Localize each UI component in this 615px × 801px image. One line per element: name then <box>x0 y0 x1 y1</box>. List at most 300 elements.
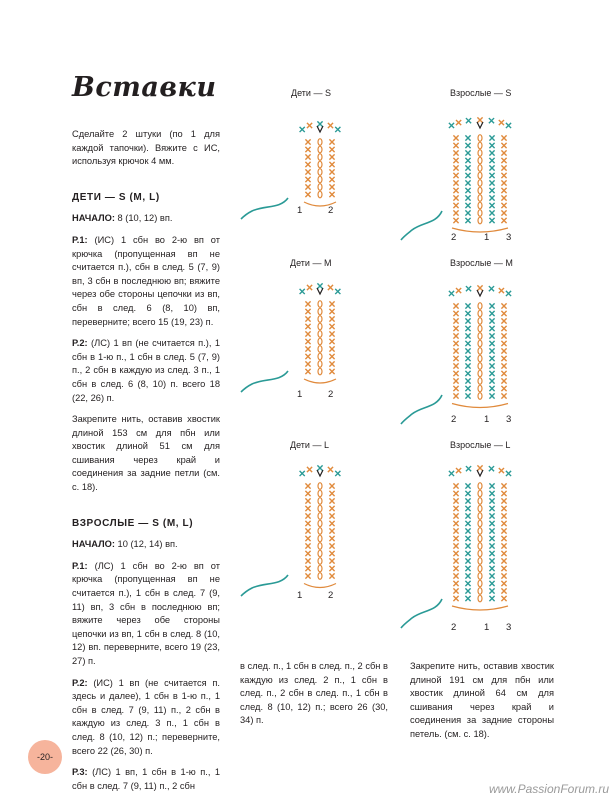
stitch-mark <box>477 465 482 470</box>
chain-mark <box>318 338 322 345</box>
stitch-mark <box>453 596 458 601</box>
stitch-mark <box>506 291 511 296</box>
stitch-mark <box>465 348 470 353</box>
stitch-mark <box>329 521 334 526</box>
chain-mark <box>318 483 322 490</box>
stitch-mark <box>305 543 310 548</box>
chain-mark <box>318 361 322 368</box>
stitch-mark <box>465 363 470 368</box>
row-number: 1 <box>484 232 490 243</box>
stitch-mark <box>300 127 305 132</box>
stitch-mark <box>453 386 458 391</box>
stitch-mark <box>501 341 506 346</box>
stitch-mark <box>501 150 506 155</box>
stitch-mark <box>501 536 506 541</box>
stitch-mark <box>305 558 310 563</box>
stitch-mark <box>453 491 458 496</box>
chain-mark <box>478 363 482 370</box>
adults-start-label: НАЧАЛО: <box>72 539 115 550</box>
intro-text: Сделайте 2 штуки (по 1 для каждой тапочки). Вяжите с ИС, используя крючок 4 мм. <box>72 129 220 167</box>
stitch-mark <box>329 483 334 488</box>
chain-mark <box>478 325 482 332</box>
crochet-diagram-kids-l <box>290 460 350 590</box>
stitch-mark <box>465 195 470 200</box>
chain-mark <box>318 191 322 198</box>
stitch-mark <box>477 285 482 290</box>
stitch-mark <box>489 118 494 123</box>
stitch-mark <box>300 471 305 476</box>
stitch-mark <box>489 498 494 503</box>
chain-mark <box>478 210 482 217</box>
stitch-mark <box>465 218 470 223</box>
stitch-mark <box>489 558 494 563</box>
stitch-mark <box>489 203 494 208</box>
stitch-mark <box>501 588 506 593</box>
stitch-mark <box>453 143 458 148</box>
chain-mark <box>318 308 322 315</box>
row-number: 3 <box>506 414 512 425</box>
stitch-mark <box>489 135 494 140</box>
stitch-mark <box>305 498 310 503</box>
stitch-mark <box>305 573 310 578</box>
row-number: 1 <box>297 389 303 400</box>
start-marker <box>317 126 323 132</box>
stitch-mark <box>465 318 470 323</box>
chain-mark <box>478 135 482 142</box>
chain-mark <box>478 535 482 542</box>
stitch-mark <box>501 318 506 323</box>
stitch-mark <box>329 566 334 571</box>
row-number: 1 <box>297 590 303 601</box>
stitch-mark <box>453 543 458 548</box>
chain-mark <box>318 505 322 512</box>
chain-mark <box>478 180 482 187</box>
stitch-mark <box>329 573 334 578</box>
stitch-mark <box>449 471 454 476</box>
stitch-mark <box>501 356 506 361</box>
chain-mark <box>478 187 482 194</box>
page-number-badge <box>28 740 62 774</box>
row-number: 2 <box>328 205 334 216</box>
stitch-mark <box>489 195 494 200</box>
stitch-mark <box>453 188 458 193</box>
crochet-diagram-kids-s <box>290 116 350 206</box>
stitch-mark <box>489 506 494 511</box>
stitch-mark <box>453 356 458 361</box>
stitch-mark <box>305 177 310 182</box>
stitch-mark <box>465 150 470 155</box>
stitch-mark <box>453 483 458 488</box>
stitch-mark <box>499 120 504 125</box>
chain-mark <box>478 483 482 490</box>
stitch-mark <box>489 536 494 541</box>
chain-mark <box>318 161 322 168</box>
stitch-mark <box>489 311 494 316</box>
adults-row-1-text: (ЛС) 1 сбн во 2-ю вп от крючка (пропущенная вп не считается п.), 1 сбн в след. 7 (9, 11) вп, 3 сбн в последнюю вп; вяжите через обе стороны цепочки из вп, 1 сбн в след. 8 (10, 12) вп. переверните, всего 19 (23, 27) п. <box>72 560 220 666</box>
stitch-mark <box>317 465 322 470</box>
row-number: 3 <box>506 232 512 243</box>
stitch-mark <box>489 513 494 518</box>
chain-mark <box>478 550 482 557</box>
stitch-mark <box>453 393 458 398</box>
stitch-mark <box>317 121 322 126</box>
stitch-mark <box>453 318 458 323</box>
stitch-mark <box>329 139 334 144</box>
stitch-mark <box>466 466 471 471</box>
stitch-mark <box>465 143 470 148</box>
stitch-mark <box>465 203 470 208</box>
bottom-arc <box>304 379 336 383</box>
stitch-mark <box>453 363 458 368</box>
stitch-mark <box>465 386 470 391</box>
chart-label-adults-m: Взрослые — M <box>450 258 513 268</box>
stitch-mark <box>305 154 310 159</box>
stitch-mark <box>456 120 461 125</box>
stitch-mark <box>453 348 458 353</box>
adults-row-1-label: Р.1: <box>72 560 88 571</box>
stitch-mark <box>329 506 334 511</box>
stitch-mark <box>456 468 461 473</box>
chain-mark <box>318 490 322 497</box>
kids-row-1 <box>72 234 220 329</box>
stitch-mark <box>465 393 470 398</box>
stitch-mark <box>305 147 310 152</box>
stitch-mark <box>489 210 494 215</box>
adults-start <box>72 538 220 552</box>
stitch-mark <box>465 180 470 185</box>
stitch-mark <box>499 468 504 473</box>
crochet-diagram-adults-l <box>440 460 520 616</box>
stitch-mark <box>305 354 310 359</box>
stitch-mark <box>489 188 494 193</box>
stitch-mark <box>329 192 334 197</box>
stitch-mark <box>489 348 494 353</box>
stitch-mark <box>489 180 494 185</box>
stitch-mark <box>453 566 458 571</box>
row-number: 3 <box>506 622 512 633</box>
kids-row-2 <box>72 337 220 405</box>
row-number: 2 <box>451 414 457 425</box>
chain-mark <box>478 588 482 595</box>
stitch-mark <box>501 180 506 185</box>
chain-mark <box>478 165 482 172</box>
stitch-mark <box>453 498 458 503</box>
stitch-mark <box>453 158 458 163</box>
chain-mark <box>478 393 482 400</box>
stitch-mark <box>489 596 494 601</box>
chain-mark <box>318 169 322 176</box>
stitch-mark <box>335 127 340 132</box>
stitch-mark <box>489 333 494 338</box>
stitch-mark <box>300 289 305 294</box>
stitch-mark <box>489 491 494 496</box>
yarn-tail-kids-m <box>240 368 290 398</box>
stitch-mark <box>489 363 494 368</box>
stitch-mark <box>329 346 334 351</box>
stitch-mark <box>501 596 506 601</box>
chain-mark <box>478 333 482 340</box>
stitch-mark <box>465 165 470 170</box>
stitch-mark <box>489 521 494 526</box>
chain-mark <box>318 550 322 557</box>
yarn-tail-kids-s <box>240 195 290 225</box>
stitch-mark <box>453 513 458 518</box>
stitch-mark <box>465 303 470 308</box>
stitch-mark <box>305 162 310 167</box>
left-column <box>72 128 220 801</box>
stitch-mark <box>329 558 334 563</box>
stitch-mark <box>465 498 470 503</box>
stitch-mark <box>499 288 504 293</box>
stitch-mark <box>489 341 494 346</box>
adults-row-2-label: Р.2: <box>72 677 88 688</box>
stitch-mark <box>465 521 470 526</box>
stitch-mark <box>329 177 334 182</box>
adults-row-3-continued: в след. п., 1 сбн в след. п., 2 сбн в каждую из след. 2 п., 1 сбн в след. п., 2 сбн в след. п., 1 сбн в след. 8 (10, 12) п.; всего 26 (30, 34) п. <box>240 661 388 726</box>
stitch-mark <box>489 483 494 488</box>
stitch-mark <box>329 162 334 167</box>
stitch-mark <box>329 528 334 533</box>
stitch-mark <box>329 309 334 314</box>
chain-mark <box>318 543 322 550</box>
stitch-mark <box>329 498 334 503</box>
stitch-mark <box>453 218 458 223</box>
stitch-mark <box>489 318 494 323</box>
adults-row-2 <box>72 677 220 759</box>
stitch-mark <box>501 311 506 316</box>
stitch-mark <box>489 326 494 331</box>
stitch-mark <box>501 303 506 308</box>
kids-row-1-label: Р.1: <box>72 234 88 245</box>
kids-heading: ДЕТИ — S (M, L) <box>72 191 160 203</box>
stitch-mark <box>501 378 506 383</box>
crochet-diagram-kids-m <box>290 278 350 388</box>
stitch-mark <box>453 558 458 563</box>
stitch-mark <box>335 471 340 476</box>
stitch-mark <box>465 210 470 215</box>
stitch-mark <box>489 573 494 578</box>
stitch-mark <box>305 139 310 144</box>
stitch-mark <box>465 378 470 383</box>
stitch-mark <box>305 528 310 533</box>
stitch-mark <box>453 165 458 170</box>
chain-mark <box>478 595 482 602</box>
stitch-mark <box>506 471 511 476</box>
stitch-mark <box>305 521 310 526</box>
stitch-mark <box>465 513 470 518</box>
adults-finish: Закрепите нить, оставив хвостик длиной 191 см для пбн или хвостик длиной 64 см для сшивания через край и соединения за задние стороны петель. (см. с. 18). <box>410 661 554 739</box>
stitch-mark <box>329 551 334 556</box>
stitch-mark <box>465 558 470 563</box>
stitch-mark <box>305 184 310 189</box>
kids-start <box>72 212 220 226</box>
chain-mark <box>318 353 322 360</box>
adults-row-1 <box>72 560 220 669</box>
row-number: 2 <box>451 622 457 633</box>
stitch-mark <box>489 143 494 148</box>
stitch-mark <box>453 528 458 533</box>
stitch-mark <box>305 346 310 351</box>
stitch-mark <box>305 331 310 336</box>
start-marker <box>317 470 323 476</box>
stitch-mark <box>453 573 458 578</box>
stitch-mark <box>307 123 312 128</box>
stitch-mark <box>501 393 506 398</box>
stitch-mark <box>501 528 506 533</box>
stitch-mark <box>307 285 312 290</box>
stitch-mark <box>501 210 506 215</box>
bottom-arc <box>452 606 508 610</box>
chain-mark <box>318 139 322 146</box>
chain-mark <box>478 150 482 157</box>
stitch-mark <box>501 203 506 208</box>
stitch-mark <box>305 316 310 321</box>
crochet-diagram-adults-s <box>440 112 520 232</box>
stitch-mark <box>501 513 506 518</box>
stitch-mark <box>453 150 458 155</box>
start-marker <box>477 470 483 476</box>
kids-start-value: 8 (10, 12) вп. <box>114 213 173 224</box>
chain-mark <box>478 505 482 512</box>
stitch-mark <box>501 218 506 223</box>
stitch-mark <box>501 195 506 200</box>
stitch-mark <box>465 506 470 511</box>
stitch-mark <box>453 333 458 338</box>
adults-row-3 <box>72 766 220 793</box>
crochet-diagram-adults-m <box>440 280 520 412</box>
stitch-mark <box>489 165 494 170</box>
row-number: 1 <box>484 622 490 633</box>
chain-mark <box>318 301 322 308</box>
chain-mark <box>478 195 482 202</box>
stitch-mark <box>501 498 506 503</box>
stitch-mark <box>465 573 470 578</box>
stitch-mark <box>465 135 470 140</box>
chain-mark <box>478 565 482 572</box>
stitch-mark <box>465 551 470 556</box>
stitch-mark <box>465 326 470 331</box>
stitch-mark <box>453 195 458 200</box>
stitch-mark <box>489 543 494 548</box>
chain-mark <box>318 513 322 520</box>
stitch-mark <box>453 588 458 593</box>
stitch-mark <box>329 339 334 344</box>
stitch-mark <box>489 286 494 291</box>
stitch-mark <box>501 581 506 586</box>
yarn-tail-adults-s <box>400 208 444 242</box>
stitch-mark <box>501 371 506 376</box>
stitch-mark <box>465 543 470 548</box>
stitch-mark <box>489 551 494 556</box>
chain-mark <box>318 316 322 323</box>
stitch-mark <box>465 483 470 488</box>
row-number: 2 <box>328 590 334 601</box>
adults-heading: ВЗРОСЛЫЕ — S (M, L) <box>72 517 194 529</box>
stitch-mark <box>489 218 494 223</box>
stitch-mark <box>501 551 506 556</box>
stitch-mark <box>465 588 470 593</box>
stitch-mark <box>501 558 506 563</box>
yarn-tail-kids-l <box>240 572 290 602</box>
stitch-mark <box>501 173 506 178</box>
stitch-mark <box>489 528 494 533</box>
chain-mark <box>318 331 322 338</box>
stitch-mark <box>329 301 334 306</box>
chain-mark <box>318 498 322 505</box>
stitch-mark <box>456 288 461 293</box>
chain-mark <box>318 573 322 580</box>
chain-mark <box>478 202 482 209</box>
stitch-mark <box>501 158 506 163</box>
row-number: 1 <box>484 414 490 425</box>
stitch-mark <box>305 369 310 374</box>
stitch-mark <box>465 341 470 346</box>
stitch-mark <box>501 333 506 338</box>
stitch-mark <box>328 123 333 128</box>
stitch-mark <box>305 536 310 541</box>
stitch-mark <box>453 371 458 376</box>
stitch-mark <box>453 581 458 586</box>
chain-mark <box>478 520 482 527</box>
stitch-mark <box>305 491 310 496</box>
stitch-mark <box>501 483 506 488</box>
stitch-mark <box>453 203 458 208</box>
stitch-mark <box>501 386 506 391</box>
chain-mark <box>478 355 482 362</box>
stitch-mark <box>465 188 470 193</box>
stitch-mark <box>501 573 506 578</box>
chain-mark <box>478 385 482 392</box>
stitch-mark <box>453 311 458 316</box>
stitch-mark <box>335 289 340 294</box>
stitch-mark <box>501 165 506 170</box>
chart-label-adults-l: Взрослые — L <box>450 440 511 450</box>
site-watermark: www.PassionForum.ru <box>488 782 609 796</box>
chain-mark <box>478 310 482 317</box>
stitch-mark <box>489 303 494 308</box>
adults-row-3-text: (ЛС) 1 вп, 1 сбн в 1-ю п., 1 сбн в след. 7 (9, 11) п., 2 сбн <box>72 767 220 791</box>
stitch-mark <box>501 491 506 496</box>
yarn-tail-adults-m <box>400 392 444 426</box>
chain-mark <box>318 368 322 375</box>
stitch-mark <box>305 309 310 314</box>
stitch-mark <box>453 180 458 185</box>
stitch-mark <box>465 596 470 601</box>
chain-mark <box>478 490 482 497</box>
stitch-mark <box>305 301 310 306</box>
stitch-mark <box>453 210 458 215</box>
stitch-mark <box>465 158 470 163</box>
chart-label-kids-l: Дети — L <box>290 440 329 450</box>
chain-mark <box>318 176 322 183</box>
chain-mark <box>478 543 482 550</box>
stitch-mark <box>329 169 334 174</box>
adults-start-value: 10 (12, 14) вп. <box>114 539 178 550</box>
kids-finish: Закрепите нить, оставив хвостик длиной 153 см для пбн или хвостик длиной 51 см для сшивания через край и соединения за задние петли (см. с. 18). <box>72 414 220 493</box>
stitch-mark <box>489 356 494 361</box>
chain-mark <box>318 323 322 330</box>
stitch-mark <box>501 348 506 353</box>
chain-mark <box>318 558 322 565</box>
stitch-mark <box>465 528 470 533</box>
chain-mark <box>478 580 482 587</box>
start-marker <box>477 122 483 128</box>
start-marker <box>477 290 483 296</box>
stitch-mark <box>329 513 334 518</box>
chain-mark <box>478 318 482 325</box>
start-marker <box>317 288 323 294</box>
stitch-mark <box>305 361 310 366</box>
